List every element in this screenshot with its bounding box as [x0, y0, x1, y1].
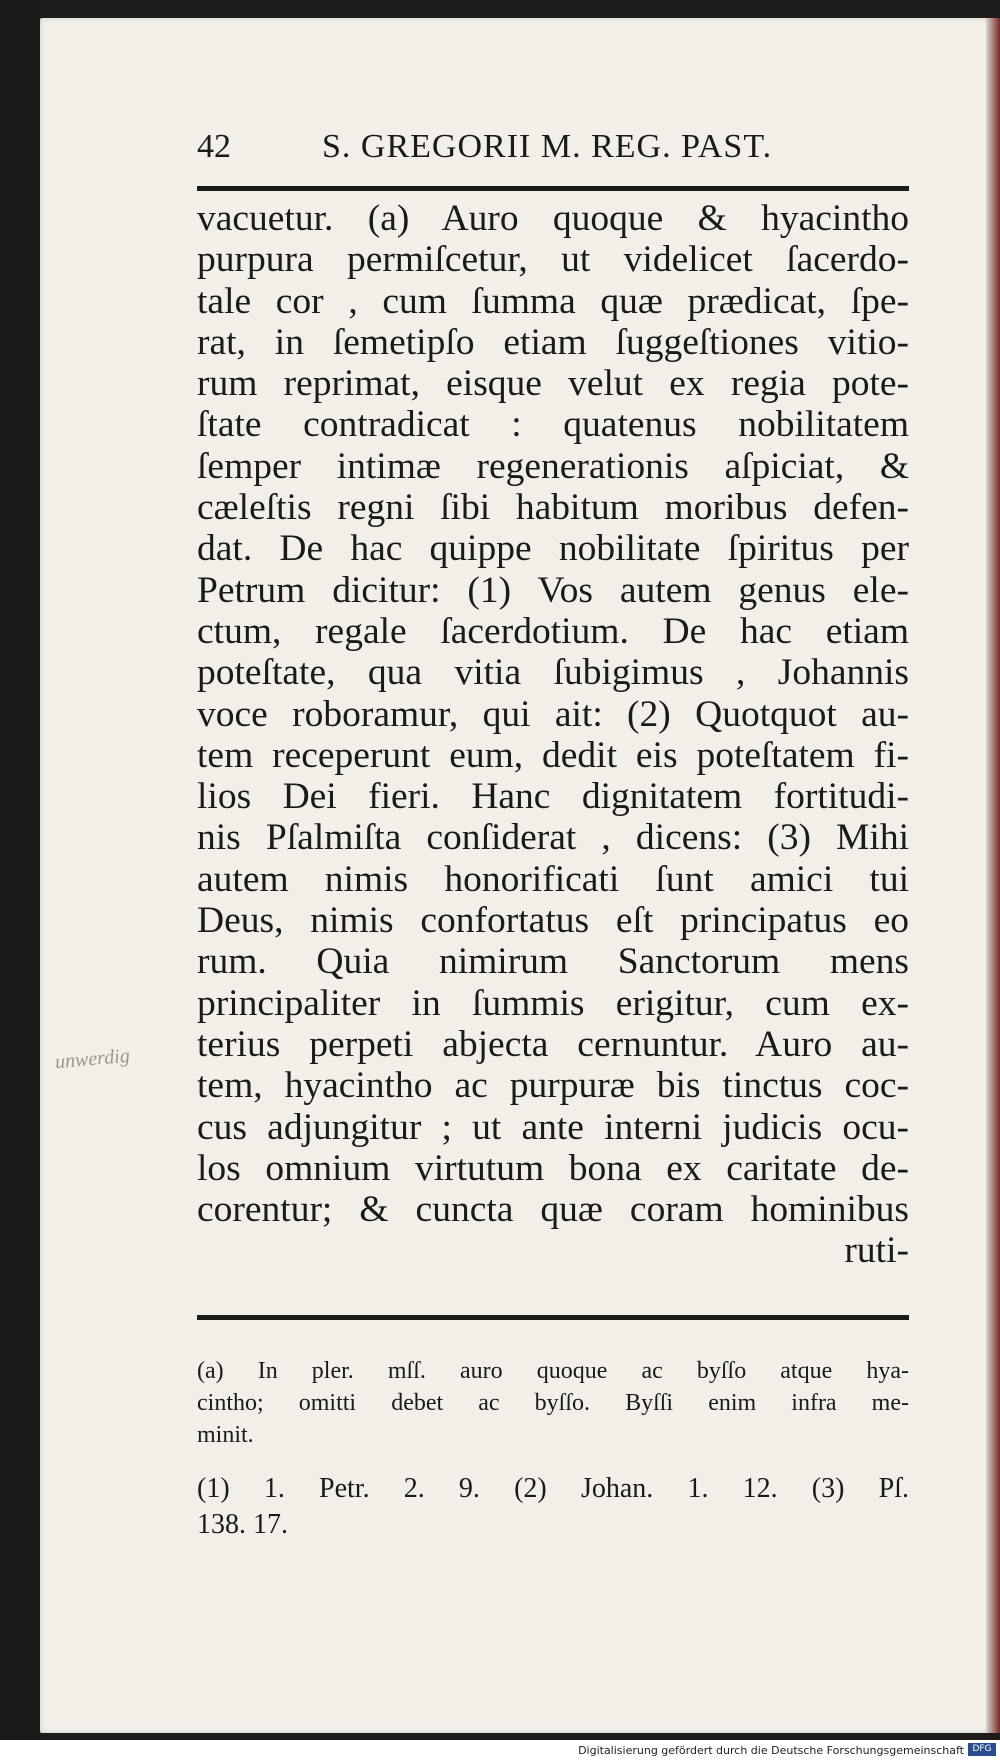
catchword: ruti- — [844, 1230, 909, 1272]
footnote-line: cintho; omitti debet ac byſſo. Byſſi enim infra me- — [197, 1390, 909, 1416]
digitization-credit: Digitalisierung gefördert durch die Deutsche Forschungsgemeinschaft — [578, 1744, 964, 1757]
footnotes — [197, 1355, 909, 1543]
book-spine — [0, 0, 40, 1740]
text-line: Deus, nimis confortatus eſt principatus eo — [197, 900, 909, 942]
page-number: 42 — [197, 128, 231, 165]
footnote-line: minit. — [197, 1422, 254, 1448]
text-line: cus adjungitur ; ut ante interni judicis ocu- — [197, 1106, 909, 1148]
header-rule — [197, 186, 909, 191]
footnote-rule — [197, 1315, 909, 1320]
text-line: lios Dei fieri. Hanc dignitatem fortitudi- — [197, 776, 909, 818]
text-line: dat. De hac quippe nobilitate ſpiritus per — [197, 528, 909, 570]
page-header — [197, 128, 907, 172]
text-line: tem, hyacintho ac purpuræ bis tinctus coc- — [197, 1065, 909, 1107]
running-head: S. GREGORII M. REG. PAST. — [322, 128, 773, 165]
page-edge — [986, 18, 1000, 1733]
body-text — [197, 198, 909, 1272]
footnote-ref-line: 138. 17. — [197, 1509, 288, 1540]
text-line: rat, in ſemetipſo etiam ſuggeſtiones vitio- — [197, 321, 909, 363]
text-line: purpura permiſcetur, ut videlicet ſacerdo- — [197, 239, 909, 281]
text-line: cæleſtis regni ſibi habitum moribus defen- — [197, 487, 909, 529]
text-line: corentur; & cuncta quæ coram hominibus — [197, 1189, 909, 1231]
text-line: tale cor , cum ſumma quæ prædicat, ſpe- — [197, 280, 909, 322]
text-line: poteſtate, qua vitia ſubigimus , Johannis — [197, 652, 909, 694]
text-line: terius perpeti abjecta cernuntur. Auro au- — [197, 1023, 909, 1065]
handwritten-marginalia: unwerdig — [54, 1044, 131, 1074]
text-line: autem nimis honorificati ſunt amici tui — [197, 858, 909, 900]
text-line: ſemper intimæ regenerationis aſpiciat, & — [197, 445, 909, 487]
text-line: ctum, regale ſacerdotium. De hac etiam — [197, 610, 909, 652]
text-line: rum. Quia nimirum Sanctorum mens — [197, 941, 909, 983]
text-line: los omnium virtutum bona ex caritate de- — [197, 1147, 909, 1189]
text-line: tem receperunt eum, dedit eis poteſtatem fi- — [197, 734, 909, 776]
text-line: principaliter in ſummis erigitur, cum ex- — [197, 982, 909, 1024]
footnote-references — [197, 1471, 909, 1543]
footnote-line: (a) In pler. mſſ. auro quoque ac byſſo atque hya- — [197, 1358, 909, 1384]
text-line: nis Pſalmiſta conſiderat , dicens: (3) Mihi — [197, 817, 909, 859]
text-line: ſtate contradicat : quatenus nobilitatem — [197, 404, 909, 446]
footnote-ref-line: (1) 1. Petr. 2. 9. (2) Johan. 1. 12. (3) Pſ. — [197, 1473, 909, 1504]
text-line: vacuetur. (a) Auro quoque & hyacintho — [197, 198, 909, 239]
text-line: rum reprimat, eisque velut ex regia pote- — [197, 363, 909, 405]
text-line: voce roboramur, qui ait: (2) Quotquot au- — [197, 693, 909, 735]
dfg-logo: DFG — [968, 1743, 996, 1756]
text-line: Petrum dicitur: (1) Vos autem genus ele- — [197, 569, 909, 611]
